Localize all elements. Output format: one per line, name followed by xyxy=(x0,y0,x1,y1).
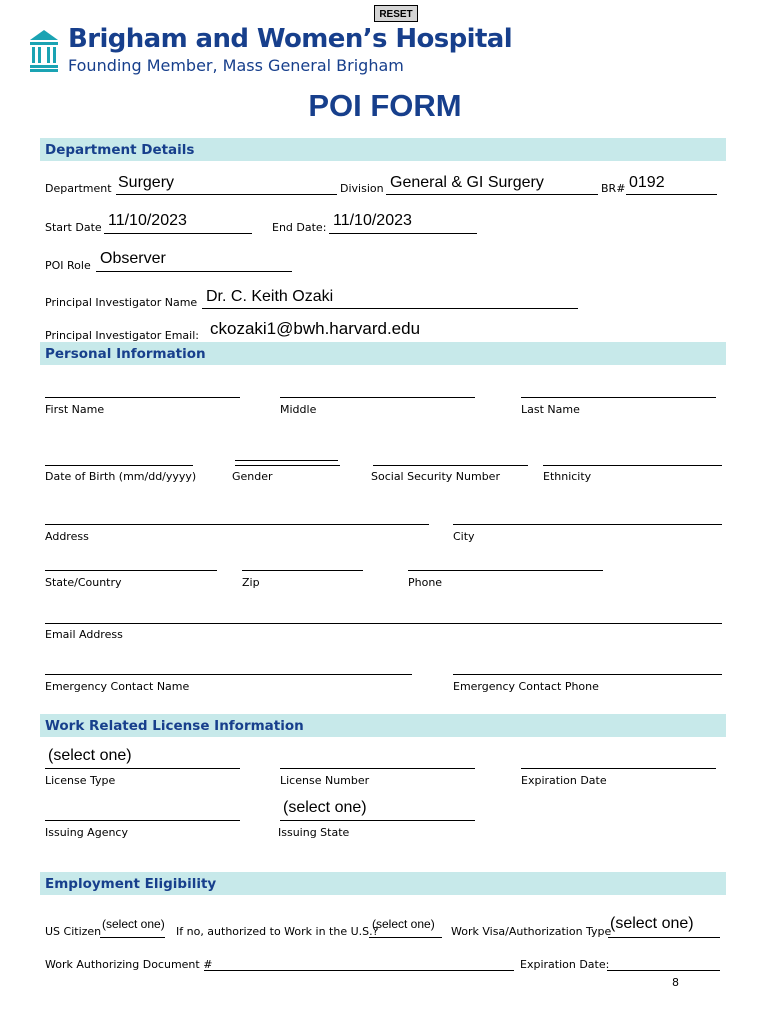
hospital-name: Brigham and Women’s Hospital xyxy=(68,24,513,54)
end-date-field[interactable]: 11/10/2023 xyxy=(333,212,412,229)
issuing-agency-field[interactable] xyxy=(45,820,240,821)
br-field[interactable]: 0192 xyxy=(629,174,665,191)
us-citizen-field-line xyxy=(100,937,165,938)
license-expiration-label: Expiration Date xyxy=(521,774,607,787)
division-field-line xyxy=(386,194,598,195)
license-type-field-line xyxy=(45,768,240,769)
document-expiration-field[interactable] xyxy=(607,970,720,971)
hospital-subtitle: Founding Member, Mass General Brigham xyxy=(68,56,404,75)
middle-name-label: Middle xyxy=(280,403,317,416)
start-date-field-line xyxy=(104,233,252,234)
license-type-label: License Type xyxy=(45,774,116,787)
division-field[interactable]: General & GI Surgery xyxy=(390,174,544,191)
department-label: Department xyxy=(45,182,112,195)
license-section-title: Work Related License Information xyxy=(45,718,304,734)
gender-label: Gender xyxy=(232,470,273,483)
poi-role-field[interactable]: Observer xyxy=(100,250,166,267)
start-date-label: Start Date xyxy=(45,221,102,234)
pi-email-field[interactable]: ckozaki1@bwh.harvard.edu xyxy=(210,319,421,338)
br-field-line xyxy=(626,194,717,195)
first-name-field[interactable] xyxy=(45,397,240,398)
license-number-label: License Number xyxy=(280,774,370,787)
pi-email-label: Principal Investigator Email: xyxy=(45,329,199,342)
page-number: 8 xyxy=(672,976,679,989)
visa-type-label: Work Visa/Authorization Type xyxy=(451,925,612,938)
emergency-contact-phone-field[interactable] xyxy=(453,674,722,675)
license-number-field[interactable] xyxy=(280,768,475,769)
license-expiration-field[interactable] xyxy=(521,768,716,769)
emergency-contact-phone-label: Emergency Contact Phone xyxy=(453,680,599,693)
us-citizen-label: US Citizen xyxy=(45,925,102,938)
department-section-title: Department Details xyxy=(45,142,195,158)
reset-button[interactable]: RESET xyxy=(374,5,418,22)
phone-label: Phone xyxy=(408,576,443,589)
personal-section-title: Personal Information xyxy=(45,346,206,362)
work-document-field[interactable] xyxy=(204,970,514,971)
employment-section-title: Employment Eligibility xyxy=(45,876,217,892)
email-address-label: Email Address xyxy=(45,628,123,641)
phone-field[interactable] xyxy=(408,570,603,571)
ssn-label: Social Security Number xyxy=(371,470,500,483)
last-name-field[interactable] xyxy=(521,397,716,398)
gender-field-top-line xyxy=(235,460,338,461)
ethnicity-field[interactable] xyxy=(543,465,722,466)
issuing-state-select[interactable]: (select one) xyxy=(283,799,367,816)
end-date-label: End Date: xyxy=(272,221,327,234)
work-document-label: Work Authorizing Document # xyxy=(45,958,213,971)
division-label: Division xyxy=(340,182,384,195)
pi-name-field[interactable]: Dr. C. Keith Ozaki xyxy=(206,288,334,305)
start-date-field[interactable]: 11/10/2023 xyxy=(108,212,187,229)
br-label: BR# xyxy=(601,182,626,195)
authorized-label: If no, authorized to Work in the U.S.? xyxy=(176,925,379,938)
us-citizen-select[interactable]: (select one) xyxy=(102,917,165,931)
visa-type-select[interactable]: (select one) xyxy=(610,915,694,932)
authorized-select[interactable]: (select one) xyxy=(372,917,435,931)
state-country-label: State/Country xyxy=(45,576,122,589)
pi-name-label: Principal Investigator Name xyxy=(45,296,198,309)
email-address-field[interactable] xyxy=(45,623,722,624)
hospital-pillar-icon xyxy=(28,28,60,72)
department-field[interactable]: Surgery xyxy=(118,174,175,191)
license-type-select[interactable]: (select one) xyxy=(48,747,132,764)
address-field[interactable] xyxy=(45,524,429,525)
emergency-contact-name-field[interactable] xyxy=(45,674,412,675)
middle-name-field[interactable] xyxy=(280,397,475,398)
visa-type-field-line xyxy=(608,937,720,938)
ssn-field[interactable] xyxy=(373,465,528,466)
poi-role-field-line xyxy=(96,271,292,272)
address-label: Address xyxy=(45,530,89,543)
city-field[interactable] xyxy=(453,524,722,525)
issuing-state-field-line xyxy=(280,820,475,821)
ethnicity-label: Ethnicity xyxy=(543,470,592,483)
department-field-line xyxy=(116,194,337,195)
authorized-field-line xyxy=(369,937,442,938)
dob-label: Date of Birth (mm/dd/yyyy) xyxy=(45,470,197,483)
form-title: POI FORM xyxy=(308,88,462,123)
document-expiration-label: Expiration Date: xyxy=(520,958,610,971)
last-name-label: Last Name xyxy=(521,403,580,416)
state-country-field[interactable] xyxy=(45,570,217,571)
dob-field[interactable] xyxy=(45,465,193,466)
pi-name-field-line xyxy=(202,308,578,309)
issuing-agency-label: Issuing Agency xyxy=(45,826,128,839)
end-date-field-line xyxy=(329,233,477,234)
issuing-state-label: Issuing State xyxy=(278,826,350,839)
zip-field[interactable] xyxy=(242,570,363,571)
first-name-label: First Name xyxy=(45,403,105,416)
poi-role-label: POI Role xyxy=(45,259,91,272)
city-label: City xyxy=(453,530,475,543)
emergency-contact-name-label: Emergency Contact Name xyxy=(45,680,190,693)
gender-field[interactable] xyxy=(235,465,340,466)
zip-label: Zip xyxy=(242,576,260,589)
